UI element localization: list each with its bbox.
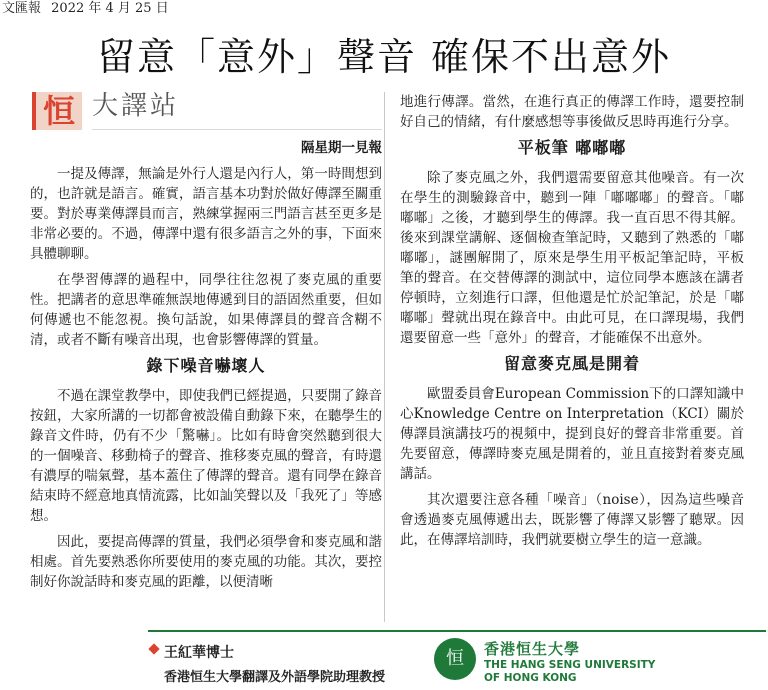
body-paragraph: 歐盟委員會European Commission下的口譯知識中心Knowledge Centre on Interpretation（KCI）關於傳譯員演講技巧的視頻中，提到良好的聲音非常重要。首先要留意，傳譯時麥克風是開着的，並且直接對着麥克風講話。 xyxy=(400,386,744,482)
university-name-zh: 香港恒生大學 xyxy=(484,640,581,658)
body-paragraph: 除了麥克風之外，我們還需要留意其他噪音。有一次在學生的測驗錄音中，聽到一陣「嘟嘟嘟」的聲音。「嘟嘟嘟」之後，才聽到學生的傳譯。我一直百思不得其解。後來到課堂講解、逐個檢查筆記時，又聽到了熟悉的「嘟嘟嘟」，謎團解開了，原來是學生用平板記筆記時，平板筆的聲音。在交替傳譯的測試中，這位同學本應該在講者停頓時，立刻進行口譯，但他還是忙於記筆記，於是「嘟嘟嘟」聲就出現在錄音中。由此可見，在口譯現場，我們還要留意一些「意外」的聲音，才能確保不出意外。 xyxy=(400,170,744,346)
author-block xyxy=(148,642,385,685)
right-column xyxy=(400,92,744,556)
intro-paragraph: 一提及傳譯，無論是外行人還是內行人，第一時間想到的，也許就是語言。確實，語言基本功對於做好傳譯至關重要。對於專業傳譯員而言，熟練掌握兩三門語言甚至更多是非常必要的。不過，傳譯中還有很多語言之外的事，下面來具體聊聊。 xyxy=(30,166,382,262)
author-name: 王紅華博士 xyxy=(164,645,234,661)
university-name-en-1: THE HANG SENG UNIVERSITY xyxy=(484,659,656,671)
author-title: 香港恒生大學翻譯及外語學院助理教授 xyxy=(164,670,386,685)
column-brand xyxy=(30,92,382,132)
intro-paragraph: 在學習傳譯的過程中，同學往往忽視了麥克風的重要性。把講者的意思準確無誤地傳遞到目的語固然重要，但如何傳遞也不能忽視。換句話說，如果傳譯員的聲音含糊不清，或者不斷有噪音出現，也會影響傳譯的質量。 xyxy=(30,272,382,348)
newspaper-name: 文匯報 xyxy=(2,1,42,16)
diamond-bullet-icon xyxy=(148,643,159,654)
university-name xyxy=(484,638,655,685)
author-footer xyxy=(148,630,766,690)
brand-mark-icon: 恒 xyxy=(32,92,82,130)
section-heading: 平板筆 嘟嘟嘟 xyxy=(517,138,627,157)
university-logo xyxy=(434,638,764,686)
continued-paragraph: 地進行傳譯。當然，在進行真正的傳譯工作時，還要控制好自己的情緒，有什麼感想等事後做反思時再進行分享。 xyxy=(400,94,744,130)
university-emblem-icon: 恒 xyxy=(434,638,476,680)
body-paragraph: 不過在課堂教學中，即使我們已經提過，只要開了錄音按鈕，大家所講的一切都會被設備自動錄下來，在聽學生的錄音文件時，仍有不少「驚嚇」。比如有時會突然聽到很大的一個噪音、移動椅子的聲音、推移麥克風的聲音，有時還有濃厚的喘氣聲，基本蓋住了傳譯的聲音。還有同學在錄音結束時不經意地真情流露，比如訕笑聲以及「我死了」等感想。 xyxy=(30,388,382,524)
masthead xyxy=(2,0,175,18)
section-heading: 留意麥克風是開着 xyxy=(503,354,640,373)
university-name-en-2: OF HONG KONG xyxy=(484,672,577,684)
body-paragraph: 因此，要提高傳譯的質量，我們必須學會和麥克風和諧相處。首先要熟悉你所要使用的麥克風的功能。其次，要控制好你說話時和麥克風的距離，以便清晰 xyxy=(30,534,382,590)
section-heading: 錄下噪音嚇壞人 xyxy=(146,356,266,375)
publication-schedule: 隔星期一見報 xyxy=(301,140,382,156)
left-column xyxy=(30,92,382,598)
brand-divider xyxy=(92,129,382,130)
article-headline: 留意「意外」聲音 確保不出意外 xyxy=(96,35,672,79)
publication-date: 2022 年 4 月 25 日 xyxy=(51,1,169,16)
column-divider xyxy=(384,92,385,622)
body-paragraph: 其次還要注意各種「噪音」（noise），因為這些噪音會透過麥克風傳遞出去，既影響了傳譯又影響了聽眾。因此，在傳譯培訓時，我們就要樹立學生的這一意識。 xyxy=(400,492,744,548)
column-name: 大譯站 xyxy=(92,91,180,121)
